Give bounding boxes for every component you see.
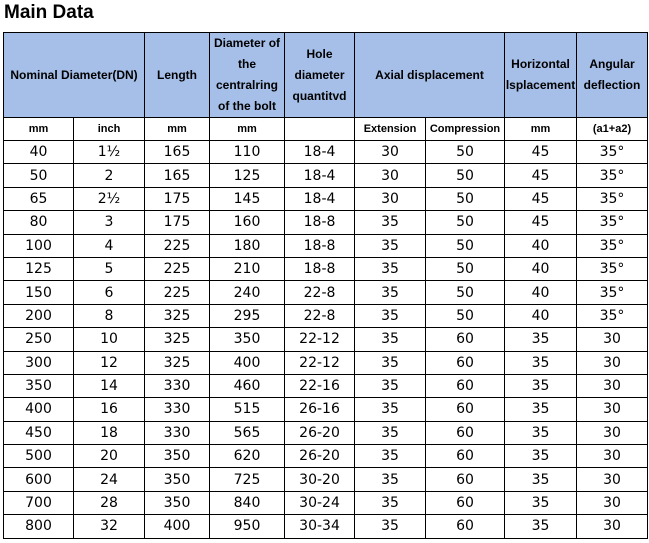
- table-cell: 45: [505, 164, 577, 187]
- table-cell: 300: [4, 351, 74, 374]
- table-cell: 330: [145, 421, 210, 444]
- table-cell: 45: [505, 187, 577, 210]
- table-cell: 35°: [577, 304, 648, 327]
- table-row: [4, 491, 648, 514]
- table-cell: 600: [4, 468, 74, 491]
- unit-cell: mm: [210, 118, 285, 141]
- table-cell: 30: [577, 328, 648, 351]
- table-cell: 840: [210, 491, 285, 514]
- table-cell: 125: [4, 257, 74, 280]
- unit-cell: (a1+a2): [577, 118, 648, 141]
- table-cell: 35: [355, 328, 426, 351]
- table-cell: 65: [4, 187, 74, 210]
- table-cell: 210: [210, 257, 285, 280]
- table-cell: 50: [426, 234, 505, 257]
- table-cell: 28: [74, 491, 145, 514]
- table-cell: 175: [145, 211, 210, 234]
- table-cell: 18-8: [285, 234, 355, 257]
- table-cell: 50: [4, 164, 74, 187]
- table-cell: 225: [145, 281, 210, 304]
- unit-cell: mm: [145, 118, 210, 141]
- table-cell: 330: [145, 374, 210, 397]
- table-cell: 40: [505, 281, 577, 304]
- table-cell: 35°: [577, 141, 648, 164]
- table-cell: 50: [426, 257, 505, 280]
- main-data-table: [3, 32, 648, 539]
- table-cell: 16: [74, 398, 145, 421]
- table-cell: 18-4: [285, 164, 355, 187]
- header-axial-displacement: Axial displacement: [355, 33, 505, 118]
- table-cell: 350: [145, 468, 210, 491]
- unit-cell: mm: [4, 118, 74, 141]
- unit-cell: inch: [74, 118, 145, 141]
- table-cell: 400: [210, 351, 285, 374]
- table-cell: 250: [4, 328, 74, 351]
- table-cell: 620: [210, 445, 285, 468]
- table-cell: 30: [577, 491, 648, 514]
- table-cell: 350: [4, 374, 74, 397]
- table-cell: 35: [355, 398, 426, 421]
- table-cell: 22-12: [285, 351, 355, 374]
- table-cell: 30-20: [285, 468, 355, 491]
- table-row: [4, 257, 648, 280]
- table-row: [4, 421, 648, 444]
- table-cell: 180: [210, 234, 285, 257]
- table-cell: 35: [505, 398, 577, 421]
- table-cell: 35: [355, 445, 426, 468]
- table-cell: 20: [74, 445, 145, 468]
- table-cell: 45: [505, 141, 577, 164]
- table-cell: 35: [355, 257, 426, 280]
- table-cell: 35: [355, 351, 426, 374]
- table-cell: 18-8: [285, 211, 355, 234]
- table-row: [4, 304, 648, 327]
- table-cell: 30: [577, 445, 648, 468]
- table-cell: 45: [505, 211, 577, 234]
- table-cell: 725: [210, 468, 285, 491]
- table-cell: 22-8: [285, 281, 355, 304]
- table-cell: 18-8: [285, 257, 355, 280]
- table-cell: 950: [210, 515, 285, 538]
- header-hole-diameter: Hole diameter quantitvd: [285, 33, 355, 118]
- table-cell: 325: [145, 351, 210, 374]
- table-cell: 700: [4, 491, 74, 514]
- table-cell: 10: [74, 328, 145, 351]
- table-cell: 125: [210, 164, 285, 187]
- table-cell: 26-20: [285, 421, 355, 444]
- table-cell: 50: [426, 211, 505, 234]
- header-nominal-diameter: Nominal Diameter(DN): [4, 33, 145, 118]
- table-cell: 35°: [577, 234, 648, 257]
- table-cell: 26-20: [285, 445, 355, 468]
- table-row: [4, 281, 648, 304]
- table-cell: 225: [145, 257, 210, 280]
- table-cell: 8: [74, 304, 145, 327]
- table-cell: 40: [505, 234, 577, 257]
- table-cell: 460: [210, 374, 285, 397]
- table-cell: 40: [4, 141, 74, 164]
- table-cell: 60: [426, 491, 505, 514]
- table-cell: 18-4: [285, 141, 355, 164]
- table-cell: 35°: [577, 281, 648, 304]
- table-cell: 240: [210, 281, 285, 304]
- table-cell: 18-4: [285, 187, 355, 210]
- table-row: [4, 398, 648, 421]
- table-cell: 24: [74, 468, 145, 491]
- table-cell: 400: [145, 515, 210, 538]
- table-row: [4, 374, 648, 397]
- table-cell: 35: [505, 491, 577, 514]
- page-title: Main Data: [4, 2, 94, 23]
- table-row: [4, 164, 648, 187]
- table-cell: 35: [505, 421, 577, 444]
- table-cell: 35: [355, 468, 426, 491]
- table-cell: 515: [210, 398, 285, 421]
- header-diameter-bolt: Diameter of the centralring of the bolt: [210, 33, 285, 118]
- table-cell: 1½: [74, 141, 145, 164]
- table-cell: 40: [505, 304, 577, 327]
- unit-cell: [285, 118, 355, 141]
- table-cell: 30: [577, 398, 648, 421]
- table-cell: 30-24: [285, 491, 355, 514]
- unit-cell: mm: [505, 118, 577, 141]
- table-row: [4, 328, 648, 351]
- table-cell: 2½: [74, 187, 145, 210]
- header-angular-deflection: Angular deflection: [577, 33, 648, 118]
- table-cell: 350: [145, 445, 210, 468]
- table-cell: 22-16: [285, 374, 355, 397]
- table-cell: 30-34: [285, 515, 355, 538]
- table-cell: 800: [4, 515, 74, 538]
- table-cell: 50: [426, 281, 505, 304]
- table-cell: 50: [426, 164, 505, 187]
- table-cell: 35°: [577, 164, 648, 187]
- table-cell: 35: [505, 328, 577, 351]
- table-cell: 4: [74, 234, 145, 257]
- table-cell: 500: [4, 445, 74, 468]
- table-cell: 30: [577, 468, 648, 491]
- table-cell: 35: [505, 445, 577, 468]
- table-cell: 40: [505, 257, 577, 280]
- unit-cell: Compression: [426, 118, 505, 141]
- table-cell: 12: [74, 351, 145, 374]
- table-cell: 145: [210, 187, 285, 210]
- unit-cell: Extension: [355, 118, 426, 141]
- table-cell: 60: [426, 468, 505, 491]
- table-cell: 35: [355, 515, 426, 538]
- header-length: Length: [145, 33, 210, 118]
- table-cell: 35: [355, 491, 426, 514]
- table-cell: 60: [426, 351, 505, 374]
- table-cell: 110: [210, 141, 285, 164]
- table-cell: 30: [577, 374, 648, 397]
- table-cell: 22-12: [285, 328, 355, 351]
- table-row: [4, 445, 648, 468]
- table-cell: 30: [355, 164, 426, 187]
- table-cell: 350: [145, 491, 210, 514]
- table-cell: 325: [145, 328, 210, 351]
- table-cell: 6: [74, 281, 145, 304]
- table-cell: 60: [426, 398, 505, 421]
- table-cell: 50: [426, 304, 505, 327]
- header-horizontal-displacement: Horizontal lsplacement: [505, 33, 577, 118]
- table-row: [4, 351, 648, 374]
- table-cell: 325: [145, 304, 210, 327]
- table-cell: 35: [505, 374, 577, 397]
- table-cell: 35: [355, 234, 426, 257]
- table-row: [4, 515, 648, 538]
- table-cell: 30: [355, 141, 426, 164]
- table-cell: 160: [210, 211, 285, 234]
- table-row: [4, 468, 648, 491]
- table-cell: 225: [145, 234, 210, 257]
- table-cell: 35°: [577, 211, 648, 234]
- table-cell: 35: [355, 421, 426, 444]
- table-cell: 22-8: [285, 304, 355, 327]
- table-cell: 165: [145, 164, 210, 187]
- table-cell: 30: [577, 515, 648, 538]
- table-cell: 14: [74, 374, 145, 397]
- table-row: [4, 187, 648, 210]
- table-cell: 175: [145, 187, 210, 210]
- table-cell: 35: [505, 468, 577, 491]
- table-cell: 35: [355, 374, 426, 397]
- table-cell: 35: [505, 351, 577, 374]
- table-cell: 35°: [577, 187, 648, 210]
- table-cell: 100: [4, 234, 74, 257]
- table-cell: 32: [74, 515, 145, 538]
- table-cell: 60: [426, 515, 505, 538]
- table-cell: 50: [426, 187, 505, 210]
- table-cell: 30: [577, 421, 648, 444]
- table-cell: 26-16: [285, 398, 355, 421]
- units-row: [4, 118, 648, 141]
- table-cell: 450: [4, 421, 74, 444]
- table-cell: 30: [577, 351, 648, 374]
- table-row: [4, 234, 648, 257]
- table-cell: 5: [74, 257, 145, 280]
- table-row: [4, 141, 648, 164]
- table-cell: 150: [4, 281, 74, 304]
- table-cell: 2: [74, 164, 145, 187]
- header-row: [4, 33, 648, 118]
- table-cell: 350: [210, 328, 285, 351]
- table-cell: 35: [505, 515, 577, 538]
- table-cell: 60: [426, 421, 505, 444]
- table-cell: 35°: [577, 257, 648, 280]
- table-cell: 60: [426, 445, 505, 468]
- table-cell: 200: [4, 304, 74, 327]
- table-cell: 60: [426, 374, 505, 397]
- table-cell: 295: [210, 304, 285, 327]
- table-cell: 165: [145, 141, 210, 164]
- table-cell: 3: [74, 211, 145, 234]
- table-cell: 30: [355, 187, 426, 210]
- table-cell: 565: [210, 421, 285, 444]
- table-row: [4, 211, 648, 234]
- table-cell: 330: [145, 398, 210, 421]
- table-cell: 35: [355, 304, 426, 327]
- table-cell: 400: [4, 398, 74, 421]
- table-cell: 35: [355, 281, 426, 304]
- table-cell: 80: [4, 211, 74, 234]
- table-cell: 60: [426, 328, 505, 351]
- table-cell: 18: [74, 421, 145, 444]
- table-cell: 35: [355, 211, 426, 234]
- table-cell: 50: [426, 141, 505, 164]
